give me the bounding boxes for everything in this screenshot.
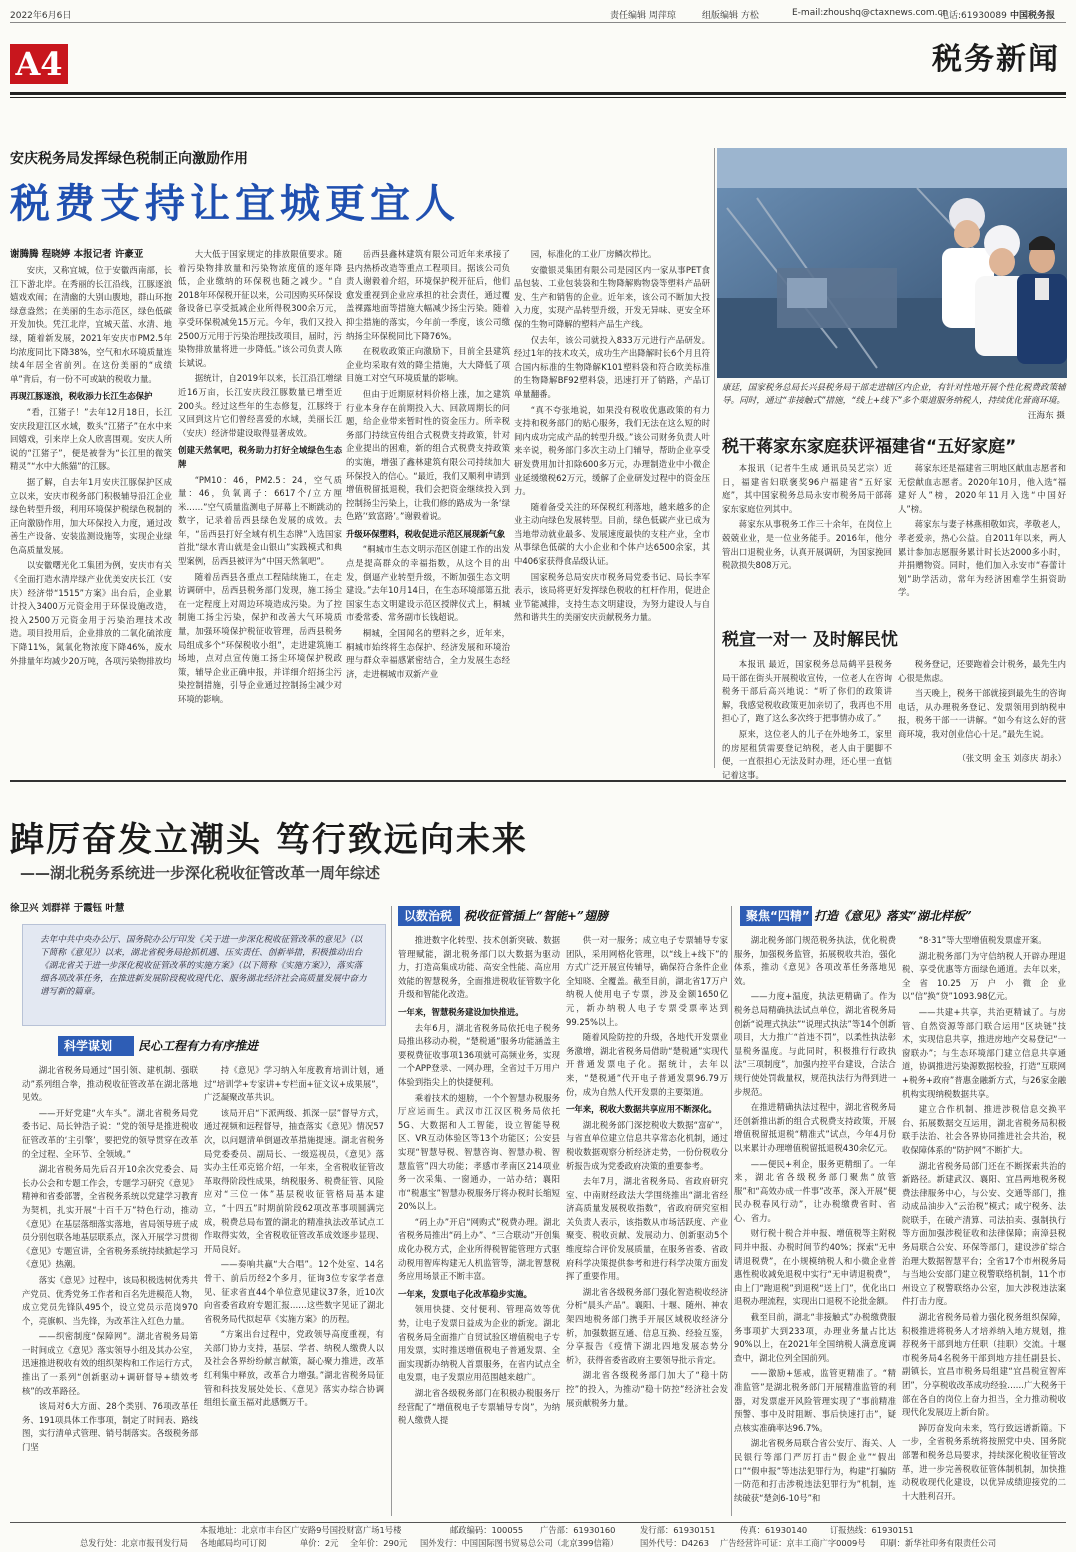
paragraph: 大大低于国家规定的排放限值要求。随着污染物排放量和污染物浓度值的逐年降低，企业缴纳的环保税也随之减少。“自2018年环保税开征以来，公司因购买环保设备设备已享受抵减企业所得税300余万元，享受环保税减免15万元。今年，我们又投入2500万元用于污染治理技改项目，届时，污染物排放量将进一步降低。”该公司负责人陈长斌说。 [178,249,342,368]
story3-column-1 [722,658,892,780]
tag-label-2: 以数治税 [398,906,460,926]
page-number-badge: A4 [10,44,68,84]
paragraph: 税务登记，还要跑着会计税务，最先生内心很是焦虑。 [898,659,1066,683]
story1-column-1 [10,264,172,764]
paragraph: 随着风险防控的升级，各地代开发票业务激增，湖北省税务局借助“楚税通”实现代开普通发票电子化。据统计，去年以来，“楚税通”代开电子普通发票96.79万份，成为自然人代开发票的主要渠道。 [566,1032,728,1097]
paragraph: 蒋家东从事税务工作三十余年，在岗位上兢兢业业，是一位业务能手。2016年，他分管出口退税业务，认真开展调研，为国家挽回税款损失808万元。 [722,519,892,571]
paragraph: “码上办”开启“网购式”税费办理。湖北省税务局推出“码上办”、“三合联动”开创集成化办税方式，企业所得税智能管理方式驱动税用智库构建无人机监管等，湖北智慧税务应用场景正不断丰富。 [398,1216,560,1282]
paragraph: ——共建+共享，共治更精诚了。与房管、自然资源等部门联合运用“区块链”技术，实现信息共享，推进房地产交易登记“一窗联办”；与生态环境部门建立信息共享通道，协调推进污染源数据校验，打造“互联网+税务+政府”普惠金融新方式，与26家金融机构实现纳税数据共享。 [902,1006,1066,1099]
paragraph: 去年6月，湖北省税务局依托电子税务局推出移动办税，“楚税通”服务功能涵盖主要税费征收事项136项就可高频业务，实现一个APP登录、一网办理，全省过千万用户体验到指尖上的快捷便利。 [398,1022,560,1087]
paragraph: 当天晚上，税务干部就接到最先生的咨询电话，从办理税务登记、发票领用到纳税申报，税务干部一一讲解。“如今有这么好的营商环境，我对创业信心十足。”最先生说。 [898,688,1066,739]
paragraph: ——开好党建“火车头”。湖北省税务局党委书记、局长钟浩子说：“党的领导是推进税收征管改革的‘主引擎’，要把党的领导贯穿在改革的全过程、全环节、全领域。” [22,1107,198,1159]
paragraph: 蒋家东还是福建省三明地区献血志愿者和无偿献血志愿者。2020年10月，他入选“福建好人”榜，2020年11月入选“中国好人”榜。 [898,463,1066,514]
story4-subtitle: ——湖北税务系统进一步深化税收征管改革一周年综述 [20,864,381,882]
editor-credit: 责任编辑 周萍琼 [610,11,676,21]
paragraph: ——便民+利企，服务更精细了。一年来，湖北省各级税务部门聚焦“放管服”和“高效办成一件事”改革，深入开展“便民办税春风行动”，让办税缴费省时、省心、省力。 [734,1158,896,1223]
contact-phone: 电话:61930089 [940,11,1007,21]
footer-fax: 传真：61930140 [740,1525,808,1535]
paragraph: 随着备受关注的环保税红利落地，越来越多的企业主动向绿色发展转型。目前，绿色低碳产业已成为当地带动就业最多、发展速度最快的支柱产业，全市从事绿色低碳的大小企业和个体户达6500余家，其中406家获得食品级认证。 [514,501,710,567]
subheading: 升级环保塑料，税收促进示范区展现新气象 [346,528,506,539]
story4-column-b [204,1064,384,1516]
paragraph: “8·31”等大型增值税发票虚开案。 [918,935,1047,945]
paragraph: “真不夸张地说，如果没有税收优惠政策的有力支持和税务部门的贴心服务，我们无法在这么短的时间内成功完成产品的转型升级。”该公司财务负责人叶来辛说，税务部门多次主动上门辅导，帮助企业享受研发费用加计扣除600多万元，办理制造业中小微企业延缓缴税62万元，缓解了企业研发过程中的资金压力。 [514,404,710,497]
footer-distributor: 总发行处：北京市报刊发行局 [80,1538,188,1548]
story4-column-c [398,934,560,1516]
masthead-rule-thin [10,97,1066,98]
paragraph: 湖北税务部门规范税务执法，优化税费服务，加强税务监管，拓展税收共治，强化体系，推动《意见》各项改革任务落地见效。 [734,935,896,986]
paragraph: 乘着技术的翅膀，一个个智慧办税服务厅应运而生。武汉市江汉区税务局依托5G、大数据和人工智能，设立智能导税区、VR互动体验区等13个功能区；公安县实现“智慧导税、智慧咨询、智慧办税、智慧监管”四大功能；孝感市孝南区214项业务一次采集、一窗通办，一站办结；襄阳市“税惠宝”智慧办税服务厅将办税时长缩短20%以上。 [398,1092,560,1212]
paragraph: 踔厉奋发向未来，笃行致远谱新篇。下一步，全省税务系统将按照党中央、国务院部署和税务总局要求，持续深化税收征管改革，进一步完善税收征管体制机制，加快推动税收现代化建设，以优异成绩迎接党的二十大胜利召开。 [902,1422,1066,1501]
paragraph: 桐城，全国闻名的塑料之乡，近年来，桐城市始终将生态保护、经济发展和环境治理与群众幸福感紧密结合，全力发展生态经济，走进桐城市双新产业 [346,628,510,679]
footer-subscribe-note: 各地邮局均可订阅 [200,1538,267,1548]
paragraph: “桐城市生态文明示范区创建工作的出发点是提高群众的幸福指数，从这个目的出发，倒逼产业转型升级，不断加强生态文明建设。”去年10月14日，在生态环境部第五批国家生态文明建设示范区授牌仪式上，桐城市委常委、常务副市长钱超说。 [346,544,510,623]
section-title: 税务新闻 [932,42,1060,77]
story1-title: 税费支持让宜城更宜人 [10,180,460,227]
paragraph: ——奏响共赢“大合唱”。12个处室、14名骨干、前后历经2个多月，征询3位专家学者意见、征求省直44个单位意见建议37条，近10次向省委省政府专题汇报……这些数字见证了湖北省税务局代拟起草《实施方案》的历程。 [204,1259,384,1324]
story1-subtitle: 安庆税务局发挥绿色税制正向激励作用 [10,151,248,167]
paragraph: 去年7月，湖北省税务局、省政府研究室、中南财经政法大学围绕推出“湖北省经济高质量发展税收指数”，省政府研究室相关负责人表示，该指数从市场活跃度、产业聚变、税收贡献、发展动力、创新驱动5个维度综合评价发展质量，在服务省委、省政府科学决策提供参考和进行科学决策方面发挥了重要作用。 [566,1176,728,1282]
paragraph: 岳西县鑫林建筑有限公司近年来承接了县内热桥改造等重点工程项目。据该公司负责人谢毅着介绍，环境保护税开征后，他们愈发重视到企业应承担的社会责任，通过覆盖裸露地面等措施大幅减少扬尘污染。随着抑尘措施的落实，今年前一季度，该公司缴纳扬尘环保税同比下降76%。 [346,249,510,341]
paragraph: 推进数字化转型、技术创新突破、数据管理赋能，湖北税务部门以大数据为驱动力，打造高集成功能、高安全性能、高应用效能的智慧税务，全面推进税收征管数字化升级和智能化改造。 [398,935,560,1000]
paragraph: 以安徽曙光化工集团为例，安庆市有关《全面打造水清岸绿产业优美安庆长江（安庆）经济带“1515”方案》出台后，企业累计投入3400万元资金用于环保设施改造，投入2500万元资金用于污染治理技术改造。项目投用后，企业排放的二氧化硫浓度下降11%，氮氧化物浓度下降46%，废水外排量年均减少20万吨，各项污染物排放均 [10,560,172,666]
story2-column-1 [722,462,892,612]
paragraph: “PM10：46，PM2.5：24，空气质量：46，负氧离子：6617个/立方厘米……”空气质量监测电子屏幕上不断跳动的数字，记录着岳西县绿色发展的成效。去年，“岳西县打好全域有机生态牌”入选国家首批“绿水青山就是金山银山”实践模式和典型案例，岳西县被评为“中国天然氧吧”。 [178,474,342,567]
subheading: 一年来，发票电子化改革稳步实施。 [398,1288,532,1299]
paragraph: 建立合作机制、推进涉税信息交换平台、拓展数据交互运用，湖北省税务局积极联手法治、社会各界协同推进社会共治，税收保障体系的“防护网”不断扩大。 [902,1104,1066,1155]
paragraph: 截至目前，湖北“非接触式”办税缴费服务事项扩大到233项，办理业务量占比达90%以上，在2021年全国纳税人满意度调查中，湖北位列全国前列。 [734,1312,896,1363]
tag-label-3: 聚焦“四精” [740,906,812,926]
paragraph: 湖北税务部门深挖税收大数据“富矿”，与省直单位建立信息共享常态化机制，通过税收数据观察分析经济走势，一份份税收分析报告成为党委政府决策的重要参考。 [566,1119,728,1171]
story1-column-2 [178,248,342,764]
paragraph: 湖北省各级税务部门在积极办税服务厅经营配了“增值税电子专票辅导专岗”，为纳税人缴费人提 [398,1388,560,1426]
subheading: 再现江豚逐浪，税收添力长江生态保护 [10,391,153,402]
footer-annual-price: 全年价：290元 [350,1538,408,1548]
footer-rule [10,1522,1066,1523]
contact-email: E-mail:zhoushq@ctaxnews.com.cn [792,8,949,18]
paragraph: “方案出台过程中，党政领导高度重视，有关部门协力支持，基层、学者、纳税人缴费人以及社会各界纷纷献言献策，凝心聚力推进，改革红利集中释放，改革合力增强。”湖北省税务局征管和科技发展处处长、《意见》落实办综合协调组组长童玉福对此感慨万千。 [204,1329,384,1408]
footer-subscription-hotline: 订报热线：61930151 [830,1525,914,1535]
story2-column-2 [898,462,1066,612]
paragraph: ——激励+惩戒，监管更精准了。“精准监管”是湖北税务部门开展精准监管的利器，对发票虚开风险管理实现了“事前精准预警、事中及时阻断、事后快速打击”，疑点核实准确率达96.7%。 [734,1368,896,1433]
story2-title: 税干蒋家东家庭获评福建省“五好家庭” [722,437,1017,457]
story1-byline: 谢腾腾 程晓婷 本报记者 许豪亚 [10,249,144,260]
subheading: 创建天然氧吧，税务助力打好全域绿色生态牌 [178,445,342,469]
footer-address: 本报地址：北京市丰台区广安路9号国投财富广场1号楼 [200,1525,402,1535]
paragraph: ——织密制度“保障网”。湖北省税务局第一时间成立《意见》落实领导小组及其办公室，迅速推进税收有效的组织架构和工作运行方式，推出了一系列“创新驱动+调研督导+绩效考核”的改革路径。 [22,1331,198,1396]
news-photo [717,148,1067,378]
footer-overseas-code: 国外代号：D4263 [640,1538,709,1548]
tag-text-3: 打造《意见》落实“湖北样板” [814,909,972,923]
paragraph: 湖北省税务局先后召开10余次党委会、局长办公会和专题工作会，专题学习研究《意见》精神和省委部署，全省税务系统以党建学习教育为契机，扎实开展“十百千万”特色行动，推动《意见》在基层落细落实落地，省局领导班子成员分别包联各地基层联系点，深入开展学习贯彻《意见》专题宣讲，全省税务系统持续掀起学习《意见》热潮。 [22,1164,198,1270]
paragraph: 湖北税务部门为守信纳税人开辟办理退税、享受优惠等方面绿色通道。去年以来，全省10.25万户小微企业以“信”换“贷”1093.98亿元。 [902,950,1066,1002]
header-rule [10,22,1066,23]
paragraph: 国家税务总局安庆市税务局党委书记、局长李军表示，该局将更好发挥绿色税收的杠杆作用，促进企业节能减排，支持生态文明建设，为努力建设人与自然和谐共生的美丽安庆贡献税务力量。 [514,571,710,623]
paragraph: 财行税十税合并申报、增值税等主附税同并申报、办税时间节约40%；探索“无申请退税费”，在小规模纳税人和小微企业普惠性税收减免退税中实行“无申请退税费”，由上门“跑退税”到退税“送上门”，优化出口退税办理流程，实现出口退税不论批金额。 [734,1228,896,1307]
paragraph: 领用快捷、交付便利、管理高效等优势，让电子发票日益成为企业的新宠。湖北省税务局全面推广自贸试验区增值税电子专用发票，实时推送增值税电子普通发票、全面实现新办纳税人首票服务，在省内试点全电发票，电子发票应用范围越来越广。 [398,1304,560,1383]
paragraph: 在税收政策正向激励下，目前全县建筑企业均采取有效的降尘措施，大大降低了项目施工对空气环境质量的影响。 [346,346,510,384]
paragraph: 安徽银灵集团有限公司是园区内一家从事PET食品包装、工业包装袋和生物降解购物袋等塑料产品研发、生产和销售的企业。近年来，该公司不断加大投入力度，实现产品转型升级，开发无异味、更安全环保的生物可降解的塑料产品生产线。 [514,264,710,329]
story3-column-2 [898,658,1066,752]
photo-caption: 康廷，国家税务总局长兴县税务局干部走进辖区内企业，有针对性地开展个性化税费政策辅导。同时，通过“非接触式”措施，“线上+线下”多个渠道服务纳税人，持续优化营商环境。 [722,383,1066,406]
paragraph: 落实《意见》过程中，该局积极选树优秀共产党员、优秀党务工作者和百名先进模范人物，成立党员先锋队495个，设立党员示范岗970个，亮旗帜、当先锋，为改革注入红色力量。 [22,1274,198,1326]
paragraph: 该局对6大方面、28个类别、76项改革任务、191项具体工作事项，制定了时间表、路线图，实行清单式管理、销号制落实。各级税务部门坚 [22,1401,198,1453]
masthead-rule [10,92,1066,95]
paragraph: 据了解，自去年1月安庆江豚保护区成立以来，安庆市税务部门积极辅导沿江企业绿色转型升级，利用环境保护税绿色税制的正向激励作用，加大环保投入力度，通过改善生产设备、安装监测设施等，实现企业绿色高质量发展。 [10,476,172,555]
story1-column-3 [346,248,510,764]
footer-printer: 印刷：新华社印务有限责任公司 [880,1538,997,1548]
story1-column-4 [514,248,710,764]
footer-ad-dept: 广告部：61930160 [540,1525,616,1535]
section-rule [10,780,1066,782]
footer-postcode: 邮政编码：100055 [450,1525,524,1535]
paragraph: 随着岳西县各重点工程陆续施工，在走访调研中，岳西县税务部门发现，施工扬尘在一定程度上对周边环境造成污染。为了控制施工扬尘污染，保护和改善大气环境质量，加强环境保护税征收管理，岳西县税务局组成多个“环保税收小组”，走进建筑施工场地，点对点宣传施工扬尘环境保护税政策，辅导企业正确申报，并详细介绍扬尘污染控制措施，引导企业通过控制扬尘减少对环境的影响。 [178,571,342,704]
tag-text-2: 税收征管插上“智能+”翅膀 [464,909,608,923]
column-divider [731,906,732,1516]
footer-unit-price: 单价：2元 [300,1538,339,1548]
column-divider [714,148,715,768]
paragraph: 据统计，自2019年以来，长江沿江增绿近16万亩，长江安庆段江豚数量已增至近200头。经过这些年的生态修复，江豚终于又回到这片它们曾经喜爱的水域，美丽长江（安庆）经济带建设取得显著成效。 [178,373,342,438]
story4-byline: 徐卫兴 刘群祥 于霞钰 叶慧 [10,903,125,914]
paragraph: 湖北省税务局部门还在不断探索共治的新路径。新建武汉、襄阳、宜昌两地税务税费法律服务中心，与公安、交通等部门，推动成品油步入“云治税”模式；咸宁税务、法院联手，在破产清算、司法拍卖、强制执行等方面加强涉税征收和法律保障；南漳县税务局联合公安、环保等部门，建设涉矿综合治理大数据智慧平台；全省17个市州税务局与当地公安部门建立税警联络机制，11个市州设立了税警联络办公室，加大涉税违法案件打击力度。 [902,1160,1066,1307]
paragraph: 安庆，又称宜城，位于安徽西南部，长江下游北岸。在秀丽的长江沿线，江豚逐浪嬉戏欢闹；在清幽的大别山腹地，群山环抱绿意盎然；在美丽的生态示范区，绿色低碳开发加快。凭江北岸，宜城天蓝、水清、地绿，随着新发展，2021年安庆市PM2.5年均浓度同比下降38%，空气和水环境质量连续4年居全省前列。在这份美丽的“成绩单”背后，有一份不可或缺的税收力量。 [10,265,172,384]
paragraph: 蒋家东与妻子林燕相敬如宾，孝敬老人，孝老爱亲，热心公益。自2011年以来，两人累计参加志愿服务累计时长达2000多小时，并捐赠物资。同时，他们加入永安市“春蕾计划”助学活动，常年为经济困难学生捐资助学。 [898,519,1066,598]
subheading: 一年来，智慧税务建设加快推进。 [398,1006,524,1017]
column-divider [391,906,392,1516]
paper-name: 中国税务报 [1010,11,1056,21]
paragraph: 供一对一服务；成立电子专票辅导专家团队，采用网格化管理，以“线上+线下”的方式广泛开展宣传辅导，确保符合条件企业全知晓、全覆盖。截至目前，湖北省17万户纳税人使用电子专票，涉及金额1650亿元，新办纳税人电子专票受票率达到99.25%以上。 [566,935,728,1027]
paragraph: 湖北省各级税务部门加大了“稳十防控”的投入，为推动“稳十防控”经济社会发展贡献税务力量。 [566,1370,728,1408]
footer-overseas-distribution: 国外发行：中国国际图书贸易总公司（北京399信箱） [420,1538,619,1548]
paragraph: 湖北省税务局着力强化税务组织保障，积极推进将税务人才培养纳入地方规划，推荐税务干部到地方任职（挂职）交流。十堰市税务局4名税务干部到地方挂任副县长、副镇长，宜昌市税务局组建“宜昌税宣智库团”，分享税收改革成功经验……广大税务干部在各自的岗位上奋力担当，全力推动税收现代化发展迈上新台阶。 [902,1312,1066,1418]
issue-date: 2022年6月6日 [10,11,72,21]
intro-text: 去年中共中央办公厅、国务院办公厅印发《关于进一步深化税收征管改革的意见》（以下简称《意见》）以来，湖北省税务局抢抓机遇、压实责任、创新举措，积极推动出台《湖北省关于进一步深化税收征管改革的实施方案》（以下简称《实施方案》），落实落细各项改革任务，在推进新发展阶段税收现代化、服务湖北经济社会高质量发展中奋力谱写新的篇章。 [40,935,367,997]
footer-distribution-dept: 发行部：61930151 [640,1525,716,1535]
paragraph: 在推进精确执法过程中，湖北省税务局还创新推出新的组合式税费支持政策，开展增值税留抵退税“精准式”试点，今年4月份以来累计办理增值税留抵退税430余亿元。 [734,1102,896,1153]
story4-column-f [902,934,1066,1516]
story3-credit: （张文明 金玉 刘彦庆 胡永） [957,753,1066,763]
paragraph: 园，标准化的工业厂房鳞次栉比。 [530,249,657,259]
paragraph: 湖北省税务局联合省公安厅、海关、人民银行等部门严厉打击“假企业”“假出口”“假申报”等违法犯罪行为，构建“打骗防一防范和打击涉税违法犯罪行为”机制，连续破获“楚剑6-10号”和 [734,1438,896,1503]
paragraph: ——力度+温度，执法更精确了。作为税务总局精确执法试点单位，湖北省税务局创新“说理式执法”“说理式执法”等14个创新项目，大力推广“首违不罚”，以柔性执法彰显税务温度。与此同时，积极推行行政执法“三项制度”，加强内控平台建设，合法合规行使处罚裁量权，规范执法行为得到进一步规范。 [734,991,897,1097]
paragraph: 湖北省各级税务部门强化智造税收经济分析“晨头产品”。襄阳、十堰、随州、神农架四地税务部门携手开展区域税收经济分析，加强数据互通、信息互换、经验互鉴，分享报告《疫情下湖北四地发展态势分析》，获得省委省政府主要领导批示肯定。 [566,1286,728,1365]
paragraph: “看，江猪子！”去年12月18日，长江安庆段迎江区水域，数头“江猪子”在水中来回嬉戏，引来岸上众人欣喜围观。安庆人所说的“江猪子”，便是被誉为“长江里的微笑精灵”“水中大熊猫”的江豚。 [10,406,172,472]
story4-column-a [22,1064,198,1516]
tag-label-1: 科学谋划 [58,1036,134,1056]
paragraph: 该局开启“下派两级、抓深一层”督导方式，通过视频和远程督导，抽查落实《意见》情况57次，以问题清单倒逼改革措施提速。湖北省税务局党委委员、副局长、一级巡视员，《意见》落实办主任邓克铭介绍，一年来，全省税收征管改革取得阶段性成果，纳税服务、税费征管、风险应对“三位一体”基层税收征管格局基本建立，“十四五”时期前阶段62项改革事项圆满完成，税费总局布置的湖北的精准执法改革试点工作取得实效，全省税收征管改革成效逐步显现、开局良好。 [204,1107,384,1254]
paragraph: 湖北省税务局通过“国引领、建机制、强联动”系列组合拳，推动税收征管改革在湖北落地见效。 [22,1065,198,1103]
header-meta-line [10,6,1066,22]
story4-column-e [734,934,896,1516]
photo-credit: 汪海东 摄 [1027,411,1065,421]
story4-column-d [566,934,728,1516]
footer-ad-license: 广告经营许可证：京丰工商广字0009号 [720,1538,866,1548]
tag-text-1: 民心工程有力有序推进 [138,1039,259,1053]
layout-credit: 组版编辑 方松 [702,11,759,21]
paragraph: 持《意见》学习纳入年度教育培训计划，通过“培训学+专家讲+专栏面+征文议+成果展”，广泛凝聚改革共识。 [204,1065,384,1103]
paragraph: 原来，这位老人的儿子在外地务工，家里的房屋租赁需要登记纳税，老人由于腿脚不便，一直很担心无法及时办理，还心里一直惦记着这事。 [722,728,892,780]
paragraph: 仅去年，该公司就投入833万元进行产品研发。经过1年的技术攻关，成功生产出降解时长6个月且符合国内标准的生物降解K101塑料袋和符合欧美标准的生物降解BF92塑料袋，迅速打开了销路，产品订单量翻番。 [514,334,710,399]
paragraph: 本报讯（记者牛生成 通讯员吴艺宗）近日，福建省妇联褒奖96户福建省“五好家庭”，其中国家税务总局永安市税务局干部蒋家东家庭位列其中。 [722,463,892,514]
story3-title: 税宣一对一 及时解民忧 [722,630,898,650]
subheading: 一年来，税收大数据共享应用不断深化。 [566,1104,717,1115]
paragraph: 本报讯 最近，国家税务总局鹤平县税务局干部在街头开展税收宣传，一位老人在咨询税务干部后高兴地说：“听了你们的政策讲解，我感觉税收政策更加亲切了，我再也不用担心了，跑了这么多次终于把事情办成了。” [722,659,892,724]
story4-title: 踔厉奋发立潮头 笃行致远向未来 [10,820,528,860]
paragraph: 但由于近期原材料价格上涨，加之建筑行业本身存在前期投入大、回款周期长的问题，给企业带来暂时性的资金压力。所幸税务部门持续宣传组合式税费支持政策，针对企业提出的困难，新的组合式税费支持政策的实施，增强了鑫林建筑有限公司持续加大环保投入的信心。“最近，我们又顺利申请到增值税留抵退税，我们会把资金继续投入到控制扬尘污染上，让我们修的路成为一条‘绿色路’‘致富路’。”谢毅着说。 [346,388,510,522]
